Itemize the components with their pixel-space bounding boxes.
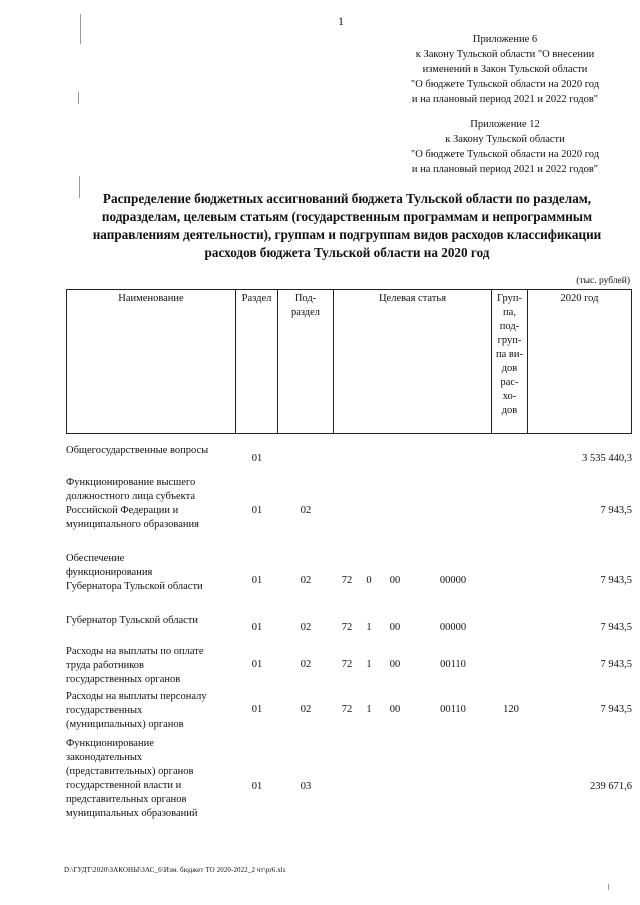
scan-artifact — [608, 884, 609, 890]
row-name-line: Российской Федерации и — [66, 505, 179, 516]
header-year: 2020 год — [528, 289, 632, 434]
row-name-line: Общегосударственные вопросы — [66, 445, 209, 456]
header-group-line: па ви- — [496, 349, 523, 360]
table-row — [66, 444, 632, 474]
row-target-code: 00110 — [440, 704, 466, 715]
annex-6-header — [380, 32, 630, 107]
row-name-line: представительных органов — [66, 794, 187, 805]
header-subsection — [278, 289, 334, 434]
annex-12-line: к Закону Тульской области — [445, 134, 565, 145]
scan-artifact — [80, 14, 81, 44]
row-name-line: государственных — [66, 705, 143, 716]
title-line: подразделам, целевым статьям (государственным программам и непрограммным — [101, 209, 593, 224]
row-name — [66, 690, 246, 732]
row-name-line: Расходы на выплаты по оплате — [66, 646, 204, 657]
row-section: 01 — [251, 622, 263, 633]
annex-12-line: и на плановый период 2021 и 2022 годов" — [411, 164, 599, 175]
table-row — [66, 476, 632, 536]
row-target-subprogram: 1 — [366, 622, 372, 633]
row-target-code: 00000 — [439, 575, 467, 586]
row-amount: 7 943,5 — [600, 704, 632, 715]
header-section: Раздел — [236, 289, 278, 434]
header-subsection-line: раздел — [290, 307, 321, 318]
row-amount: 3 535 440,3 — [582, 453, 632, 464]
row-name — [66, 552, 246, 594]
row-name-line: (представительных) органов — [66, 766, 194, 777]
row-name-line: государственных органов — [66, 674, 181, 685]
annex-12-line: Приложение 12 — [470, 119, 540, 130]
row-name — [66, 476, 246, 532]
table-row — [66, 737, 632, 827]
row-amount: 7 943,5 — [600, 505, 632, 516]
header-target: Целевая статья — [334, 289, 492, 434]
row-target-subprogram: 1 — [366, 659, 372, 670]
row-target-program: 72 — [341, 575, 353, 586]
row-name-line: Губернатор Тульской области — [66, 615, 199, 626]
scan-artifact — [78, 92, 79, 104]
row-group: 120 — [503, 704, 519, 715]
row-target-subprogram: 0 — [366, 575, 372, 586]
row-subsection: 02 — [300, 622, 312, 633]
header-group-line: под- — [499, 321, 520, 332]
row-name-line: муниципальных образований — [66, 808, 198, 819]
row-section: 01 — [251, 453, 263, 464]
row-target-code: 00000 — [439, 622, 467, 633]
header-group-line: дов — [501, 363, 518, 374]
annex-6-line: изменений в Закон Тульской области — [422, 64, 588, 75]
header-group-line: дов — [501, 405, 518, 416]
header-group-line: груп- — [497, 335, 522, 346]
row-subsection: 02 — [300, 575, 312, 586]
row-name-line: Функционирование — [66, 738, 154, 749]
file-path-footer: D:\ГУДТ\2020\ЗАКОНЫ\ЗАС_6\Изм. бюджет ТО 2020-2022_2 чт\pr6.xls — [64, 866, 286, 874]
annex-6-line: "О бюджете Тульской области на 2020 год — [410, 79, 600, 90]
table-header — [66, 289, 632, 436]
row-target-program: 72 — [341, 704, 353, 715]
title-line: Распределение бюджетных ассигнований бюджета Тульской области по разделам, — [102, 191, 592, 206]
row-target-subprogram: 1 — [366, 704, 372, 715]
row-name-line: государственной власти и — [66, 780, 182, 791]
row-name-line: функционирования — [66, 567, 153, 578]
row-name — [66, 737, 246, 821]
row-target-direction: 00 — [389, 575, 401, 586]
row-subsection: 03 — [300, 781, 312, 792]
row-name-line: законодательных — [66, 752, 143, 763]
annex-6-line: Приложение 6 — [472, 34, 538, 45]
row-name-line: Губернатора Тульской области — [66, 581, 203, 592]
row-name-line: труда работников — [66, 660, 145, 671]
annex-12-header — [380, 117, 630, 177]
row-name — [66, 444, 246, 458]
header-name: Наименование — [66, 289, 236, 434]
header-group-line: хо- — [502, 391, 517, 402]
table-row — [66, 552, 632, 598]
row-name-line: должностного лица субъекта — [66, 491, 196, 502]
header-group — [492, 289, 528, 434]
table-row — [66, 690, 632, 734]
row-subsection: 02 — [300, 505, 312, 516]
annex-6-line: и на плановый период 2021 и 2022 годов" — [411, 94, 599, 105]
row-subsection: 02 — [300, 704, 312, 715]
header-group-line: па, — [503, 307, 516, 318]
row-name — [66, 614, 246, 628]
row-target-program: 72 — [341, 622, 353, 633]
table-row — [66, 614, 632, 638]
header-subsection-line: Под- — [294, 293, 317, 304]
row-target-program: 72 — [341, 659, 353, 670]
units-label: (тыс. рублей) — [576, 276, 630, 286]
row-name-line: Расходы на выплаты персоналу — [66, 691, 207, 702]
row-subsection: 02 — [300, 659, 312, 670]
title-line: расходов бюджета Тульской области на 2020 год — [204, 245, 490, 260]
row-name-line: Функционирование высшего — [66, 477, 196, 488]
row-section: 01 — [251, 781, 263, 792]
row-section: 01 — [251, 505, 263, 516]
row-name-line: муниципального образования — [66, 519, 199, 530]
scan-artifact — [79, 176, 80, 198]
row-amount: 7 943,5 — [600, 575, 632, 586]
row-amount: 239 671,6 — [590, 781, 632, 792]
row-name — [66, 645, 246, 687]
title-line: направлениям деятельности), группам и подгруппам видов расходов классификации — [92, 227, 602, 242]
page-number: 1 — [338, 14, 344, 28]
row-section: 01 — [251, 575, 263, 586]
row-target-code: 00110 — [440, 659, 466, 670]
row-target-direction: 00 — [389, 704, 401, 715]
annex-12-line: "О бюджете Тульской области на 2020 год — [410, 149, 600, 160]
header-group-line: рас- — [500, 377, 519, 388]
row-section: 01 — [251, 659, 263, 670]
document-title — [62, 190, 632, 262]
header-group-line: Груп- — [497, 293, 522, 304]
row-section: 01 — [251, 704, 263, 715]
row-name-line: (муниципальных) органов — [66, 719, 184, 730]
row-target-direction: 00 — [389, 622, 401, 633]
annex-6-line: к Закону Тульской области "О внесении — [415, 49, 595, 60]
row-target-direction: 00 — [389, 659, 401, 670]
table-row — [66, 645, 632, 689]
row-amount: 7 943,5 — [600, 659, 632, 670]
row-name-line: Обеспечение — [66, 553, 125, 564]
row-amount: 7 943,5 — [600, 622, 632, 633]
